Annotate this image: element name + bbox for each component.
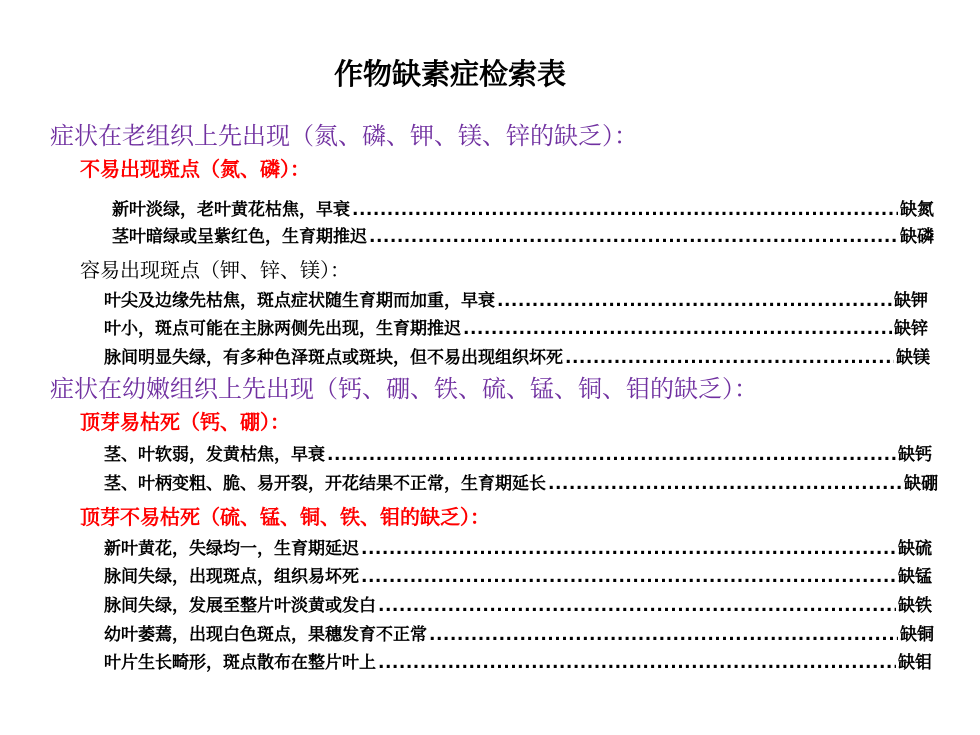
group-heading-bud-survives: 顶芽不易枯死（硫、锰、铜、铁、钼的缺乏）： <box>80 505 490 529</box>
symptom-text: 脉间明显失绿，有多种色泽斑点或斑块，但不易出现组织坏死 <box>104 348 563 368</box>
page-title: 作物缺素症检索表 <box>333 57 566 91</box>
symptom-text: 叶片生长畸形，斑点散布在整片叶上 <box>104 653 376 673</box>
dot-leader <box>497 291 892 311</box>
deficiency-label: 缺钾 <box>894 291 928 311</box>
dot-leader <box>361 567 896 587</box>
symptom-text: 脉间失绿，出现斑点，组织易坏死 <box>104 567 359 587</box>
symptom-text: 茎叶暗绿或呈紫红色，生育期推迟 <box>112 227 367 247</box>
deficiency-label: 缺钙 <box>898 445 932 465</box>
dot-leader <box>463 319 892 339</box>
table-row <box>104 534 932 559</box>
deficiency-label: 缺锌 <box>894 319 928 339</box>
table-row <box>104 562 932 587</box>
symptom-text: 脉间失绿，发展至整片叶淡黄或发白 <box>104 596 376 616</box>
symptom-text: 茎、叶柄变粗、脆、易开裂，开花结果不正常，生育期延长 <box>104 474 546 494</box>
table-row <box>104 440 932 465</box>
table-row <box>104 286 928 311</box>
deficiency-label: 缺氮 <box>900 200 934 220</box>
dot-leader <box>378 596 896 616</box>
table-row <box>104 648 932 673</box>
dot-leader <box>361 539 896 559</box>
symptom-text: 新叶黄花，失绿均一，生育期延迟 <box>104 539 359 559</box>
dot-leader <box>327 445 896 465</box>
dot-leader <box>369 227 898 247</box>
group-heading-spots: 容易出现斑点（钾、锌、镁）： <box>80 258 350 282</box>
table-row <box>112 222 934 247</box>
deficiency-label: 缺磷 <box>900 227 934 247</box>
table-row <box>112 195 934 220</box>
deficiency-label: 缺锰 <box>898 567 932 587</box>
dot-leader <box>565 348 894 368</box>
dot-leader <box>429 625 898 645</box>
group-heading-no-spots: 不易出现斑点（氮、磷）： <box>80 157 310 181</box>
deficiency-label: 缺钼 <box>898 653 932 673</box>
symptom-text: 茎、叶软弱，发黄枯焦，早衰 <box>104 445 325 465</box>
table-row <box>104 343 930 368</box>
symptom-text: 新叶淡绿，老叶黄花枯焦，早衰 <box>112 200 350 220</box>
table-row <box>104 314 928 339</box>
deficiency-label: 缺铜 <box>900 625 934 645</box>
deficiency-label: 缺铁 <box>898 596 932 616</box>
group-heading-bud-dies: 顶芽易枯死（钙、硼）： <box>80 410 290 434</box>
deficiency-label: 缺镁 <box>896 348 930 368</box>
section-heading-young-tissue: 症状在幼嫩组织上先出现（钙、硼、铁、硫、锰、铜、钼的缺乏）： <box>50 375 758 403</box>
symptom-text: 叶小，斑点可能在主脉两侧先出现，生育期推迟 <box>104 319 461 339</box>
symptom-text: 叶尖及边缘先枯焦，斑点症状随生育期而加重，早衰 <box>104 291 495 311</box>
dot-leader <box>378 653 896 673</box>
table-row <box>104 620 934 645</box>
deficiency-label: 缺硫 <box>898 539 932 559</box>
dot-leader <box>352 200 898 220</box>
table-row <box>104 591 932 616</box>
table-row <box>104 469 938 494</box>
deficiency-label: 缺硼 <box>904 474 938 494</box>
section-heading-old-tissue: 症状在老组织上先出现（氮、磷、钾、镁、锌的缺乏）： <box>50 122 638 150</box>
dot-leader <box>548 474 902 494</box>
symptom-text: 幼叶萎蔫，出现白色斑点，果穗发育不正常 <box>104 625 427 645</box>
